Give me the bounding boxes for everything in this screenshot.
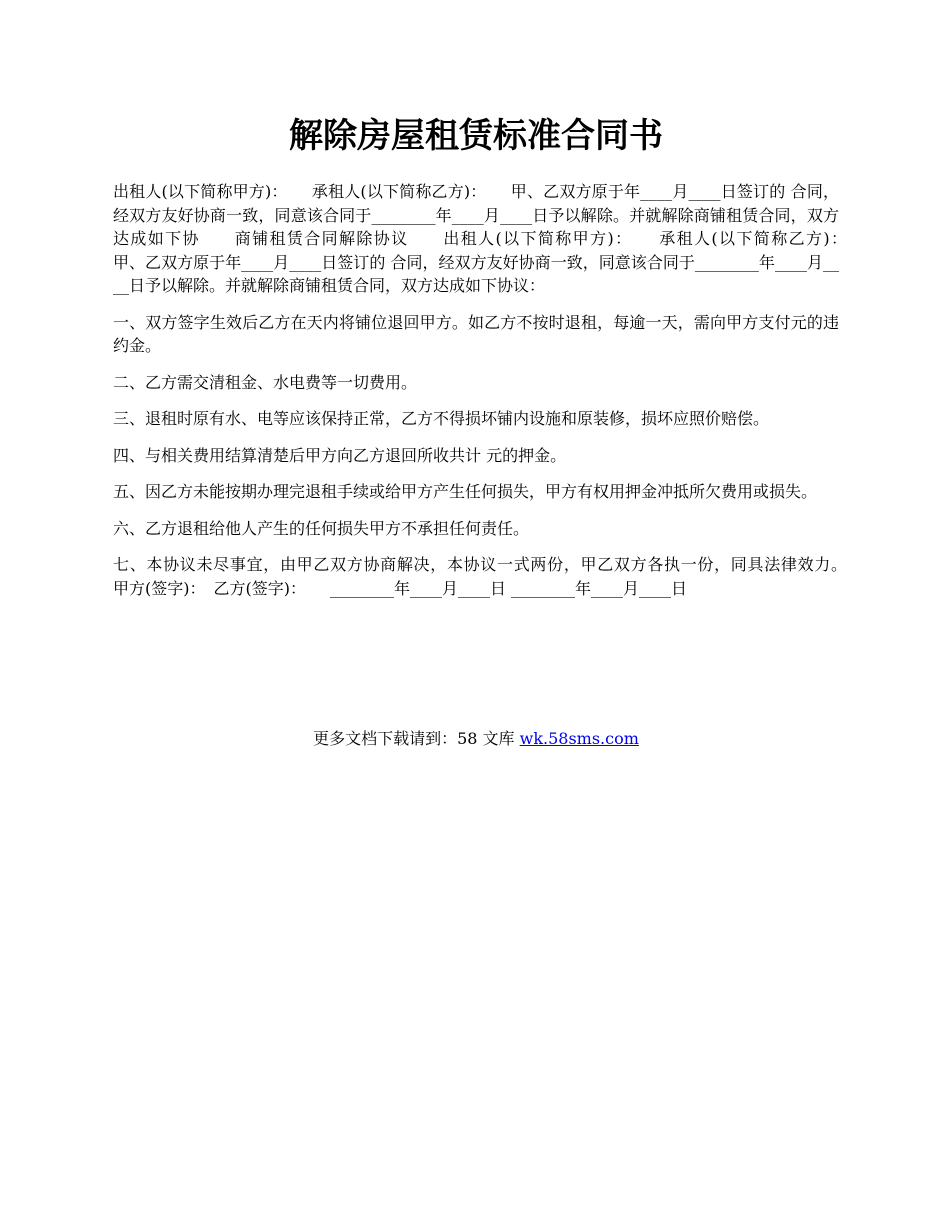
clause-2: 二、乙方需交清租金、水电费等一切费用。: [113, 372, 418, 392]
clause-6: 六、乙方退租给他人产生的任何损失甲方不承担任何责任。: [113, 518, 530, 538]
clause-1: 一、双方签字生效后乙方在天内将铺位退回甲方。如乙方不按时退租，每逾一天，需向甲方支付元的违约金。: [113, 312, 839, 355]
clause-7-signature: 七、本协议未尽事宜，由甲乙双方协商解决，本协议一式两份，甲乙双方各执一份，同具法律效力。 甲方(签字)： 乙方(签字)： ________年____月____日 ________年____月____日: [113, 555, 872, 598]
clause-4: 四、与相关费用结算清楚后甲方向乙方退回所收共计 元的押金。: [113, 445, 567, 465]
footer-text: 更多文档下载请到：58 文库: [313, 729, 520, 748]
footer-link[interactable]: wk.58sms.com: [519, 729, 639, 748]
clause-5: 五、因乙方未能按期办理完退租手续或给甲方产生任何损失，甲方有权用押金冲抵所欠费用或损失。: [113, 482, 818, 501]
document-title: 解除房屋租赁标准合同书: [289, 116, 663, 156]
download-footer: [113, 727, 839, 751]
clause-3: 三、退租时原有水、电等应该保持正常，乙方不得损坏铺内设施和原装修，损坏应照价赔偿。: [113, 409, 770, 428]
preamble-paragraph: 出租人(以下简称甲方)： 承租人(以下简称乙方)： 甲、乙双方原于年____月____日签订的 合同，经双方友好协商一致，同意该合同于________年____月____日予以解除。并就解除商铺租赁合同，双方达成如下协 商铺租赁合同解除协议 出租人(以下简称甲方)： 承租人(以下简称乙方)： 甲、乙双方原于年____月____日签订的 合同，经双方友好协商一致，同意该合同于________年____月____日予以解除。并就解除商铺租赁合同，双方达成如下协议：: [113, 182, 872, 295]
document-body: [113, 180, 872, 613]
